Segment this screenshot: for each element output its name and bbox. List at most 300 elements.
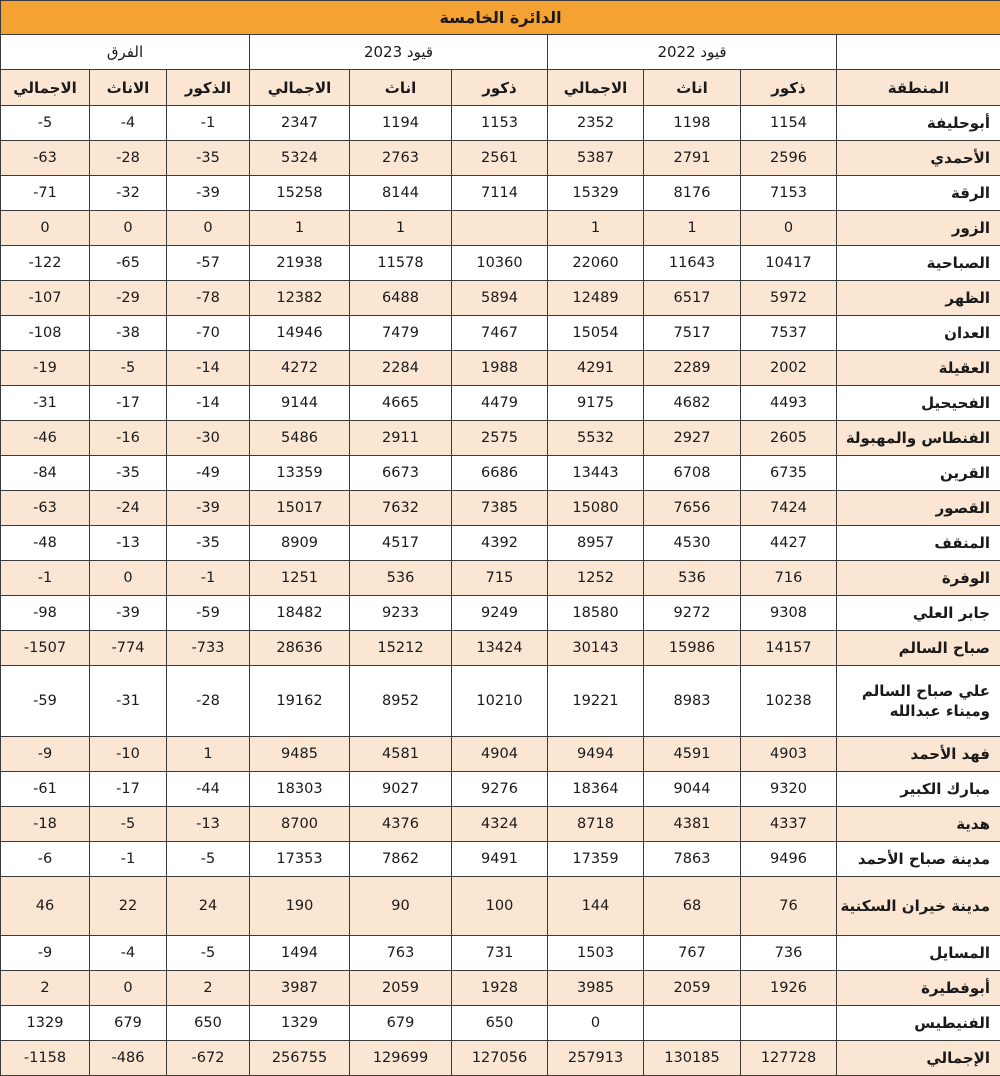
region-cell: الفحيحيل	[837, 386, 1000, 421]
value-cell: 1158-	[1, 1041, 90, 1076]
value-cell: 190	[250, 877, 350, 936]
value-cell: 9308	[741, 596, 837, 631]
table-row	[1, 772, 1000, 807]
value-cell: 5387	[548, 141, 644, 176]
table-row	[1, 386, 1000, 421]
value-cell: 733-	[167, 631, 250, 666]
value-cell: 13443	[548, 456, 644, 491]
table-row	[1, 936, 1000, 971]
value-cell	[741, 1006, 837, 1041]
region-cell: فهد الأحمد	[837, 737, 1000, 772]
value-cell: 4903	[741, 737, 837, 772]
value-cell: 6517	[644, 281, 741, 316]
value-cell: 8909	[250, 526, 350, 561]
value-cell: 1153	[452, 106, 548, 141]
value-cell: 5486	[250, 421, 350, 456]
value-cell: 39-	[167, 491, 250, 526]
value-cell: 7632	[350, 491, 452, 526]
value-cell: 18580	[548, 596, 644, 631]
value-cell: 536	[350, 561, 452, 596]
table-row	[1, 807, 1000, 842]
value-cell: 127056	[452, 1041, 548, 1076]
value-cell: 6-	[1, 842, 90, 877]
value-cell: 4392	[452, 526, 548, 561]
value-cell: 19221	[548, 666, 644, 737]
header-diff-female: الاناث	[90, 70, 167, 106]
value-cell: 4376	[350, 807, 452, 842]
value-cell: 28636	[250, 631, 350, 666]
value-cell: 2	[167, 971, 250, 1006]
value-cell: 14-	[167, 351, 250, 386]
value-cell: 4517	[350, 526, 452, 561]
value-cell: 100	[452, 877, 548, 936]
value-cell: 38-	[90, 316, 167, 351]
value-cell: 8700	[250, 807, 350, 842]
value-cell: 49-	[167, 456, 250, 491]
header-2022-total: الاجمالي	[548, 70, 644, 106]
value-cell: 35-	[167, 141, 250, 176]
value-cell: 1-	[1, 561, 90, 596]
value-cell: 18-	[1, 807, 90, 842]
value-cell: 0	[167, 211, 250, 246]
value-cell: 4591	[644, 737, 741, 772]
value-cell: 63-	[1, 491, 90, 526]
value-cell: 1251	[250, 561, 350, 596]
region-cell: مبارك الكبير	[837, 772, 1000, 807]
table-row	[1, 281, 1000, 316]
value-cell: 767	[644, 936, 741, 971]
value-cell: 2059	[350, 971, 452, 1006]
value-cell: 39-	[90, 596, 167, 631]
value-cell: 5-	[90, 807, 167, 842]
value-cell: 1198	[644, 106, 741, 141]
value-cell: 715	[452, 561, 548, 596]
group-2023: قيود 2023	[250, 35, 548, 70]
value-cell: 18364	[548, 772, 644, 807]
value-cell: 1	[350, 211, 452, 246]
region-cell: علي صباح السالم وميناء عبدالله	[837, 666, 1000, 737]
value-cell: 7153	[741, 176, 837, 211]
value-cell: 57-	[167, 246, 250, 281]
value-cell: 7656	[644, 491, 741, 526]
header-2023-male: ذكور	[452, 70, 548, 106]
value-cell: 2	[1, 971, 90, 1006]
region-cell: الظهر	[837, 281, 1000, 316]
header-2023-total: الاجمالي	[250, 70, 350, 106]
value-cell: 35-	[90, 456, 167, 491]
value-cell: 1503	[548, 936, 644, 971]
region-cell: أبوفطيرة	[837, 971, 1000, 1006]
value-cell: 4665	[350, 386, 452, 421]
region-cell: الفنطاس والمهبولة	[837, 421, 1000, 456]
value-cell: 108-	[1, 316, 90, 351]
header-diff-total: الاجمالي	[1, 70, 90, 106]
value-cell: 4479	[452, 386, 548, 421]
value-cell: 22	[90, 877, 167, 936]
value-cell: 4682	[644, 386, 741, 421]
value-cell: 15017	[250, 491, 350, 526]
value-cell: 1	[250, 211, 350, 246]
value-cell: 2002	[741, 351, 837, 386]
table-row	[1, 316, 1000, 351]
value-cell: 15054	[548, 316, 644, 351]
value-cell: 65-	[90, 246, 167, 281]
header-2022-male: ذكور	[741, 70, 837, 106]
region-cell: الرقة	[837, 176, 1000, 211]
value-cell: 21938	[250, 246, 350, 281]
header-diff-male: الذكور	[167, 70, 250, 106]
value-cell: 35-	[167, 526, 250, 561]
region-cell: صباح السالم	[837, 631, 1000, 666]
value-cell: 31-	[1, 386, 90, 421]
value-cell: 17353	[250, 842, 350, 877]
value-cell: 13-	[90, 526, 167, 561]
value-cell: 9-	[1, 737, 90, 772]
value-cell: 5972	[741, 281, 837, 316]
value-cell: 9491	[452, 842, 548, 877]
value-cell: 46-	[1, 421, 90, 456]
value-cell: 14157	[741, 631, 837, 666]
region-cell: مدينة صباح الأحمد	[837, 842, 1000, 877]
value-cell: 17-	[90, 772, 167, 807]
table-row	[1, 666, 1000, 737]
value-cell: 7479	[350, 316, 452, 351]
value-cell: 7862	[350, 842, 452, 877]
value-cell: 13-	[167, 807, 250, 842]
value-cell: 7114	[452, 176, 548, 211]
value-cell: 59-	[1, 666, 90, 737]
table-row	[1, 351, 1000, 386]
value-cell: 0	[90, 971, 167, 1006]
value-cell: 1494	[250, 936, 350, 971]
value-cell: 122-	[1, 246, 90, 281]
table-row	[1, 971, 1000, 1006]
value-cell: 1928	[452, 971, 548, 1006]
value-cell: 1	[548, 211, 644, 246]
value-cell: 9496	[741, 842, 837, 877]
value-cell: 4-	[90, 936, 167, 971]
value-cell: 716	[741, 561, 837, 596]
value-cell: 10238	[741, 666, 837, 737]
value-cell: 0	[90, 211, 167, 246]
value-cell: 130185	[644, 1041, 741, 1076]
region-cell: العدان	[837, 316, 1000, 351]
table-row	[1, 211, 1000, 246]
value-cell: 2059	[644, 971, 741, 1006]
value-cell: 9175	[548, 386, 644, 421]
value-cell: 256755	[250, 1041, 350, 1076]
value-cell: 486-	[90, 1041, 167, 1076]
value-cell: 76	[741, 877, 837, 936]
value-cell: 1507-	[1, 631, 90, 666]
value-cell: 4427	[741, 526, 837, 561]
value-cell	[452, 211, 548, 246]
value-cell: 6686	[452, 456, 548, 491]
region-cell: المنقف	[837, 526, 1000, 561]
value-cell: 7467	[452, 316, 548, 351]
value-cell: 98-	[1, 596, 90, 631]
value-cell: 672-	[167, 1041, 250, 1076]
value-cell: 12489	[548, 281, 644, 316]
table-row	[1, 526, 1000, 561]
value-cell: 5-	[1, 106, 90, 141]
value-cell: 14-	[167, 386, 250, 421]
table-title: الدائرة الخامسة	[1, 1, 1000, 35]
table-row	[1, 491, 1000, 526]
value-cell: 30-	[167, 421, 250, 456]
value-cell: 1-	[167, 106, 250, 141]
value-cell: 19-	[1, 351, 90, 386]
value-cell: 68	[644, 877, 741, 936]
region-cell: الأحمدي	[837, 141, 1000, 176]
value-cell: 18482	[250, 596, 350, 631]
region-cell: العقيلة	[837, 351, 1000, 386]
table-row	[1, 842, 1000, 877]
value-cell: 4530	[644, 526, 741, 561]
value-cell: 8176	[644, 176, 741, 211]
value-cell: 15329	[548, 176, 644, 211]
value-cell: 650	[167, 1006, 250, 1041]
value-cell: 1329	[1, 1006, 90, 1041]
value-cell: 70-	[167, 316, 250, 351]
value-cell: 774-	[90, 631, 167, 666]
value-cell: 32-	[90, 176, 167, 211]
value-cell: 129699	[350, 1041, 452, 1076]
value-cell: 31-	[90, 666, 167, 737]
header-region: المنطقة	[837, 70, 1000, 106]
value-cell: 10417	[741, 246, 837, 281]
value-cell: 2927	[644, 421, 741, 456]
region-cell: القرين	[837, 456, 1000, 491]
value-cell: 107-	[1, 281, 90, 316]
value-cell: 5324	[250, 141, 350, 176]
value-cell: 2289	[644, 351, 741, 386]
table-row	[1, 106, 1000, 141]
table-row	[1, 737, 1000, 772]
value-cell: 2561	[452, 141, 548, 176]
value-cell: 0	[1, 211, 90, 246]
value-cell: 6673	[350, 456, 452, 491]
value-cell: 9249	[452, 596, 548, 631]
value-cell: 4904	[452, 737, 548, 772]
value-cell: 7517	[644, 316, 741, 351]
value-cell: 8983	[644, 666, 741, 737]
value-cell: 29-	[90, 281, 167, 316]
value-cell: 650	[452, 1006, 548, 1041]
value-cell: 4337	[741, 807, 837, 842]
table-row	[1, 456, 1000, 491]
value-cell: 4581	[350, 737, 452, 772]
group-diff: الفرق	[1, 35, 250, 70]
value-cell: 10210	[452, 666, 548, 737]
value-cell: 9144	[250, 386, 350, 421]
value-cell: 731	[452, 936, 548, 971]
value-cell: 5894	[452, 281, 548, 316]
value-cell: 90	[350, 877, 452, 936]
header-2023-female: اناث	[350, 70, 452, 106]
value-cell: 7537	[741, 316, 837, 351]
region-cell: الوفرة	[837, 561, 1000, 596]
value-cell: 9044	[644, 772, 741, 807]
value-cell: 12382	[250, 281, 350, 316]
value-cell: 1329	[250, 1006, 350, 1041]
table-row	[1, 631, 1000, 666]
header-2022-female: اناث	[644, 70, 741, 106]
value-cell: 24	[167, 877, 250, 936]
value-cell: 8957	[548, 526, 644, 561]
value-cell: 13359	[250, 456, 350, 491]
value-cell: 17359	[548, 842, 644, 877]
value-cell: 144	[548, 877, 644, 936]
table-row	[1, 561, 1000, 596]
value-cell: 5532	[548, 421, 644, 456]
value-cell: 536	[644, 561, 741, 596]
value-cell: 4291	[548, 351, 644, 386]
value-cell: 39-	[167, 176, 250, 211]
value-cell: 28-	[90, 141, 167, 176]
value-cell: 3985	[548, 971, 644, 1006]
table-row	[1, 877, 1000, 936]
value-cell: 2352	[548, 106, 644, 141]
value-cell: 15258	[250, 176, 350, 211]
value-cell: 6488	[350, 281, 452, 316]
value-cell: 736	[741, 936, 837, 971]
value-cell: 48-	[1, 526, 90, 561]
value-cell: 8718	[548, 807, 644, 842]
value-cell: 6708	[644, 456, 741, 491]
value-cell: 9027	[350, 772, 452, 807]
value-cell: 2763	[350, 141, 452, 176]
value-cell: 30143	[548, 631, 644, 666]
value-cell: 15080	[548, 491, 644, 526]
value-cell: 9272	[644, 596, 741, 631]
table-row	[1, 141, 1000, 176]
value-cell: 1154	[741, 106, 837, 141]
value-cell: 0	[548, 1006, 644, 1041]
value-cell	[644, 1006, 741, 1041]
region-cell: مدينة خيران السكنية	[837, 877, 1000, 936]
table-row	[1, 246, 1000, 281]
value-cell: 0	[90, 561, 167, 596]
value-cell: 9494	[548, 737, 644, 772]
region-cell: الزور	[837, 211, 1000, 246]
value-cell: 2605	[741, 421, 837, 456]
value-cell: 8144	[350, 176, 452, 211]
value-cell: 28-	[167, 666, 250, 737]
value-cell: 9233	[350, 596, 452, 631]
value-cell: 46	[1, 877, 90, 936]
value-cell: 10-	[90, 737, 167, 772]
region-cell: هدية	[837, 807, 1000, 842]
value-cell: 15212	[350, 631, 452, 666]
value-cell: 10360	[452, 246, 548, 281]
value-cell: 1	[167, 737, 250, 772]
value-cell: 2575	[452, 421, 548, 456]
value-cell: 2911	[350, 421, 452, 456]
value-cell: 1-	[167, 561, 250, 596]
value-cell: 24-	[90, 491, 167, 526]
value-cell: 15986	[644, 631, 741, 666]
region-cell: المسايل	[837, 936, 1000, 971]
value-cell: 1	[644, 211, 741, 246]
value-cell: 9485	[250, 737, 350, 772]
value-cell: 1252	[548, 561, 644, 596]
value-cell: 6735	[741, 456, 837, 491]
region-cell: أبوحليفة	[837, 106, 1000, 141]
value-cell: 61-	[1, 772, 90, 807]
value-cell: 9-	[1, 936, 90, 971]
value-cell: 0	[741, 211, 837, 246]
value-cell: 4493	[741, 386, 837, 421]
table-row	[1, 176, 1000, 211]
value-cell: 18303	[250, 772, 350, 807]
value-cell: 257913	[548, 1041, 644, 1076]
value-cell: 59-	[167, 596, 250, 631]
table-body	[1, 106, 1000, 1076]
value-cell: 9320	[741, 772, 837, 807]
region-cell: القصور	[837, 491, 1000, 526]
value-cell: 679	[90, 1006, 167, 1041]
value-cell: 2347	[250, 106, 350, 141]
value-cell: 5-	[167, 936, 250, 971]
total-row	[1, 1041, 1000, 1076]
value-cell: 127728	[741, 1041, 837, 1076]
value-cell: 1194	[350, 106, 452, 141]
value-cell: 78-	[167, 281, 250, 316]
value-cell: 19162	[250, 666, 350, 737]
value-cell: 22060	[548, 246, 644, 281]
value-cell: 11578	[350, 246, 452, 281]
value-cell: 13424	[452, 631, 548, 666]
value-cell: 4-	[90, 106, 167, 141]
value-cell: 7863	[644, 842, 741, 877]
value-cell: 763	[350, 936, 452, 971]
value-cell: 679	[350, 1006, 452, 1041]
value-cell: 11643	[644, 246, 741, 281]
value-cell: 16-	[90, 421, 167, 456]
table-row	[1, 1006, 1000, 1041]
value-cell: 71-	[1, 176, 90, 211]
value-cell: 84-	[1, 456, 90, 491]
value-cell: 8952	[350, 666, 452, 737]
value-cell: 2284	[350, 351, 452, 386]
value-cell: 5-	[167, 842, 250, 877]
value-cell: 5-	[90, 351, 167, 386]
region-cell: الصباحية	[837, 246, 1000, 281]
value-cell: 7385	[452, 491, 548, 526]
value-cell: 1926	[741, 971, 837, 1006]
value-cell: 4324	[452, 807, 548, 842]
value-cell: 4381	[644, 807, 741, 842]
table-row	[1, 596, 1000, 631]
value-cell: 1988	[452, 351, 548, 386]
table-row	[1, 421, 1000, 456]
value-cell: 7424	[741, 491, 837, 526]
value-cell: 17-	[90, 386, 167, 421]
value-cell: 3987	[250, 971, 350, 1006]
value-cell: 2596	[741, 141, 837, 176]
value-cell: 44-	[167, 772, 250, 807]
value-cell: 1-	[90, 842, 167, 877]
group-spacer	[837, 35, 1000, 70]
region-cell: جابر العلي	[837, 596, 1000, 631]
region-cell: الإجمالي	[837, 1041, 1000, 1076]
region-cell: الفنيطيس	[837, 1006, 1000, 1041]
value-cell: 9276	[452, 772, 548, 807]
value-cell: 14946	[250, 316, 350, 351]
value-cell: 2791	[644, 141, 741, 176]
value-cell: 4272	[250, 351, 350, 386]
